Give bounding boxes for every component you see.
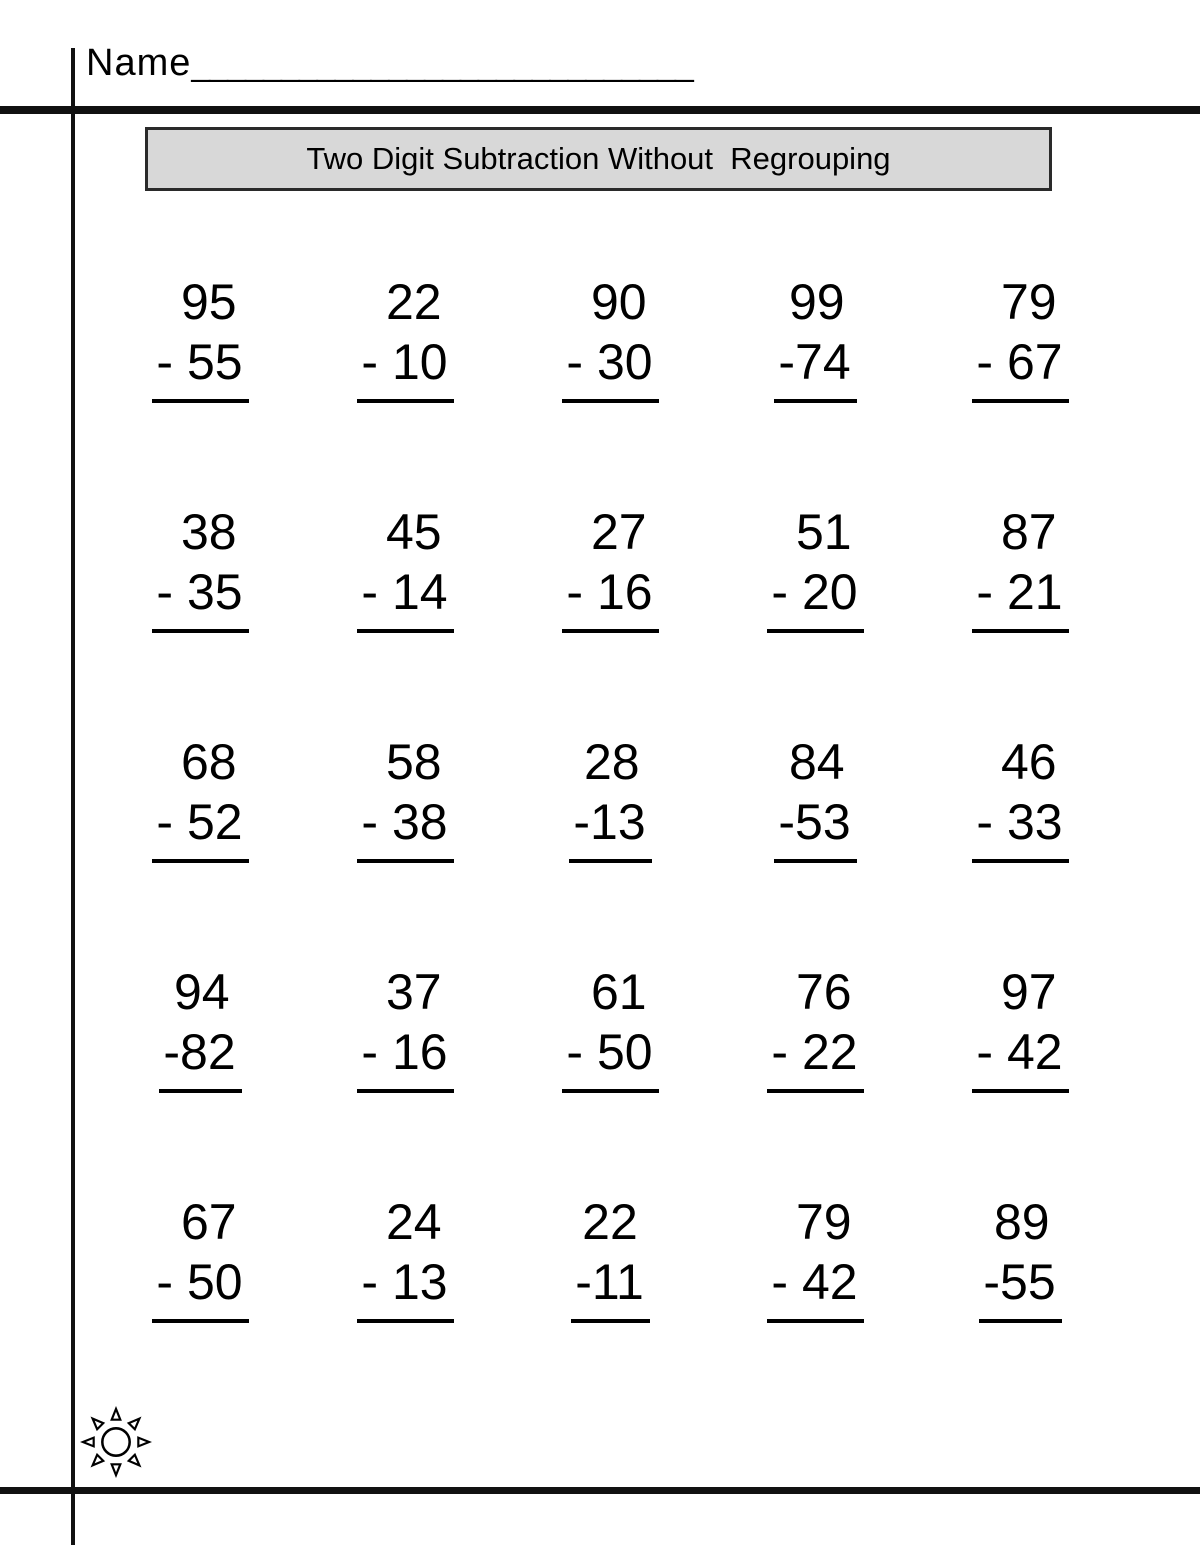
name-blank-line: ____________________________ (191, 45, 693, 83)
minuend: 76 (795, 964, 852, 1020)
subtraction-problem (562, 502, 658, 633)
subtrahend-answer-line: - 50 (562, 1022, 658, 1093)
minuend: 68 (180, 734, 237, 790)
minuend: 87 (1000, 504, 1057, 560)
subtraction-problem (357, 502, 453, 633)
left-margin-rule (71, 48, 75, 1545)
subtrahend-answer-line: - 52 (152, 792, 248, 863)
worksheet-title: Two Digit Subtraction Without Regrouping (306, 141, 891, 176)
subtraction-problem (357, 962, 453, 1093)
subtraction-problem (571, 1192, 650, 1323)
subtraction-problem (152, 502, 248, 633)
minuend: 27 (590, 504, 647, 560)
minuend: 24 (385, 1194, 442, 1250)
subtrahend-answer-line: -13 (569, 792, 651, 863)
subtrahend-answer-line: - 42 (972, 1022, 1068, 1093)
minuend: 61 (590, 964, 647, 1020)
subtraction-problem (357, 1192, 453, 1323)
worksheet-title-box (145, 127, 1052, 191)
minuend: 97 (1000, 964, 1057, 1020)
subtraction-problem (972, 272, 1068, 403)
footer-divider-rule (0, 1487, 1200, 1494)
minuend: 79 (1000, 274, 1057, 330)
subtrahend-answer-line: - 10 (357, 332, 453, 403)
minuend: 94 (174, 964, 230, 1020)
subtrahend-answer-line: -11 (571, 1252, 650, 1323)
name-label: Name (86, 42, 192, 84)
subtrahend-answer-line: - 16 (562, 562, 658, 633)
problems-grid (98, 272, 1123, 1422)
subtrahend-answer-line: - 42 (767, 1252, 863, 1323)
minuend: 79 (795, 1194, 852, 1250)
subtrahend-answer-line: - 50 (152, 1252, 248, 1323)
subtrahend-answer-line: -55 (979, 1252, 1061, 1323)
name-row (86, 42, 693, 85)
minuend: 46 (1000, 734, 1057, 790)
subtraction-problem (767, 502, 863, 633)
subtrahend-answer-line: -74 (774, 332, 856, 403)
minuend: 28 (584, 734, 640, 790)
subtrahend-answer-line: -53 (774, 792, 856, 863)
minuend: 22 (582, 1194, 638, 1250)
subtraction-problem (357, 732, 453, 863)
subtrahend-answer-line: - 21 (972, 562, 1068, 633)
subtrahend-answer-line: - 22 (767, 1022, 863, 1093)
minuend: 90 (590, 274, 647, 330)
subtraction-problem (152, 272, 248, 403)
subtrahend-answer-line: -82 (159, 1022, 241, 1093)
minuend: 84 (789, 734, 845, 790)
subtraction-problem (569, 732, 651, 863)
subtraction-problem (159, 962, 241, 1093)
minuend: 45 (385, 504, 442, 560)
minuend: 38 (180, 504, 237, 560)
minuend: 95 (180, 274, 237, 330)
subtraction-problem (562, 272, 658, 403)
subtrahend-answer-line: - 30 (562, 332, 658, 403)
subtraction-problem (774, 272, 856, 403)
subtrahend-answer-line: - 13 (357, 1252, 453, 1323)
subtraction-problem (767, 962, 863, 1093)
subtraction-problem (562, 962, 658, 1093)
minuend: 22 (385, 274, 442, 330)
subtraction-problem (979, 1192, 1061, 1323)
subtraction-problem (152, 732, 248, 863)
minuend: 51 (795, 504, 852, 560)
sun-icon (80, 1406, 152, 1478)
subtrahend-answer-line: - 33 (972, 792, 1068, 863)
subtraction-problem (972, 732, 1068, 863)
subtrahend-answer-line: - 67 (972, 332, 1068, 403)
minuend: 37 (385, 964, 442, 1020)
minuend: 67 (180, 1194, 237, 1250)
minuend: 99 (789, 274, 845, 330)
minuend: 58 (385, 734, 442, 790)
subtrahend-answer-line: - 55 (152, 332, 248, 403)
subtraction-problem (972, 502, 1068, 633)
subtraction-problem (767, 1192, 863, 1323)
subtrahend-answer-line: - 38 (357, 792, 453, 863)
subtraction-problem (774, 732, 856, 863)
subtraction-problem (972, 962, 1068, 1093)
subtraction-problem (357, 272, 453, 403)
subtrahend-answer-line: - 35 (152, 562, 248, 633)
subtrahend-answer-line: - 14 (357, 562, 453, 633)
subtrahend-answer-line: - 20 (767, 562, 863, 633)
subtraction-problem (152, 1192, 248, 1323)
subtrahend-answer-line: - 16 (357, 1022, 453, 1093)
minuend: 89 (994, 1194, 1050, 1250)
header-divider-rule (0, 106, 1200, 114)
